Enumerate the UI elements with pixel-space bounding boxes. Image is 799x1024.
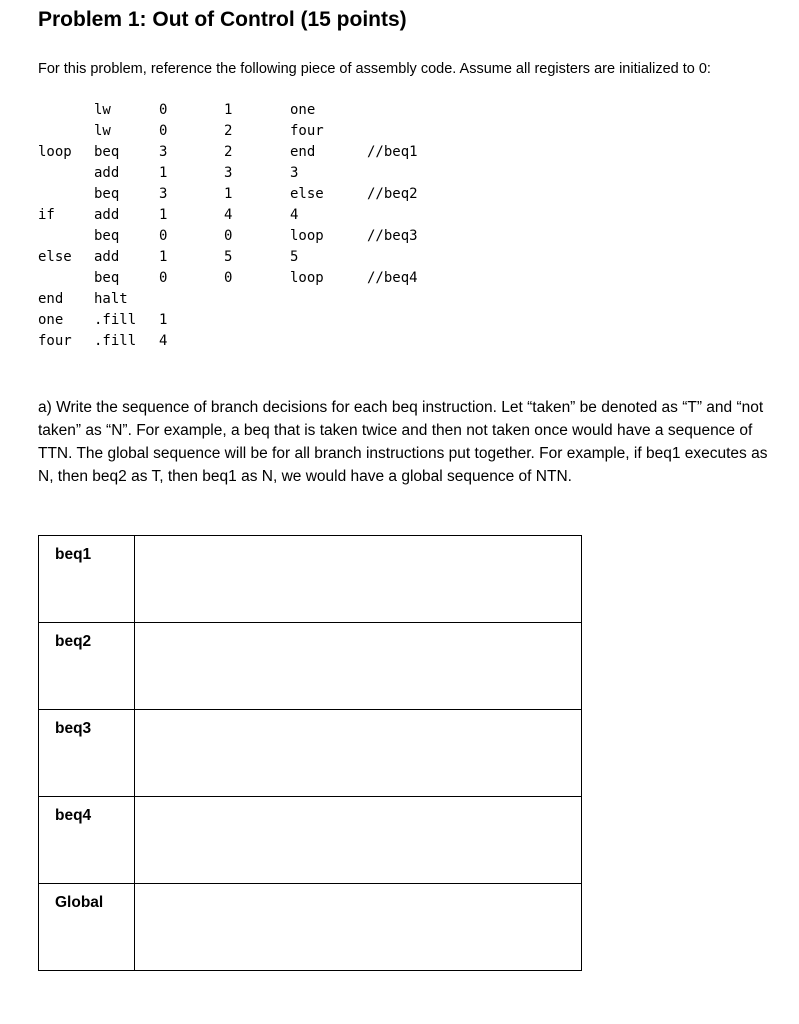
problem-title: Problem 1: Out of Control (15 points)	[38, 8, 407, 31]
code-field-b: 2	[224, 123, 233, 139]
table-row	[39, 797, 582, 884]
row-label-beq3: beq3	[39, 710, 135, 797]
code-field-c: end	[290, 144, 316, 160]
code-field-a: 0	[159, 123, 168, 139]
code-label: four	[38, 333, 72, 349]
table-row	[39, 710, 582, 797]
answer-cell-beq2[interactable]	[135, 623, 582, 710]
question-a-text: a) Write the sequence of branch decisions for each beq instruction. Let “taken” be denoted as “T” and “not taken” as “N”. For example, a beq that is taken twice and then not taken once would have a sequence of TTN. The global sequence will be for all branch instructions put together. For example, if beq1 executes as N, then beq2 as T, then beq1 as N, we would have a global sequence of NTN.	[38, 399, 768, 485]
code-field-a: 1	[159, 312, 168, 328]
code-opcode: beq	[94, 144, 120, 160]
problem-intro: For this problem, reference the following piece of assembly code. Assume all registers are initialized to 0:	[38, 61, 711, 77]
code-field-b: 0	[224, 270, 233, 286]
code-field-a: 1	[159, 165, 168, 181]
code-comment: //beq1	[367, 144, 418, 160]
code-field-b: 2	[224, 144, 233, 160]
code-field-b: 3	[224, 165, 233, 181]
row-label-beq2: beq2	[39, 623, 135, 710]
code-field-b: 4	[224, 207, 233, 223]
code-field-b: 5	[224, 249, 233, 265]
code-field-c: four	[290, 123, 324, 139]
code-comment: //beq3	[367, 228, 418, 244]
row-label-global: Global	[39, 884, 135, 971]
code-field-b: 1	[224, 186, 233, 202]
code-field-b: 1	[224, 102, 233, 118]
code-opcode: lw	[94, 123, 111, 139]
code-opcode: add	[94, 249, 120, 265]
answer-cell-beq1[interactable]	[135, 536, 582, 623]
code-label: loop	[38, 144, 72, 160]
row-label-beq4: beq4	[39, 797, 135, 884]
code-opcode: beq	[94, 186, 120, 202]
code-field-a: 1	[159, 207, 168, 223]
code-opcode: .fill	[94, 312, 137, 328]
code-comment: //beq2	[367, 186, 418, 202]
code-field-c: loop	[290, 228, 324, 244]
code-label: one	[38, 312, 64, 328]
code-field-c: 4	[290, 207, 299, 223]
code-label: else	[38, 249, 72, 265]
code-opcode: add	[94, 207, 120, 223]
table-row	[39, 536, 582, 623]
code-opcode: add	[94, 165, 120, 181]
code-label: if	[38, 207, 55, 223]
code-opcode: beq	[94, 228, 120, 244]
code-opcode: .fill	[94, 333, 137, 349]
code-field-a: 0	[159, 270, 168, 286]
code-field-c: 3	[290, 165, 299, 181]
code-opcode: halt	[94, 291, 128, 307]
code-comment: //beq4	[367, 270, 418, 286]
code-field-a: 0	[159, 102, 168, 118]
code-opcode: lw	[94, 102, 111, 118]
code-field-c: one	[290, 102, 316, 118]
answer-cell-global[interactable]	[135, 884, 582, 971]
code-field-c: 5	[290, 249, 299, 265]
code-label: end	[38, 291, 64, 307]
code-field-c: else	[290, 186, 324, 202]
code-field-a: 0	[159, 228, 168, 244]
answer-cell-beq4[interactable]	[135, 797, 582, 884]
table-row	[39, 623, 582, 710]
code-field-c: loop	[290, 270, 324, 286]
table-row	[39, 884, 582, 971]
answer-cell-beq3[interactable]	[135, 710, 582, 797]
code-field-a: 1	[159, 249, 168, 265]
code-field-a: 3	[159, 144, 168, 160]
code-field-a: 3	[159, 186, 168, 202]
code-opcode: beq	[94, 270, 120, 286]
answer-table	[38, 535, 582, 971]
code-field-b: 0	[224, 228, 233, 244]
row-label-beq1: beq1	[39, 536, 135, 623]
code-field-a: 4	[159, 333, 168, 349]
